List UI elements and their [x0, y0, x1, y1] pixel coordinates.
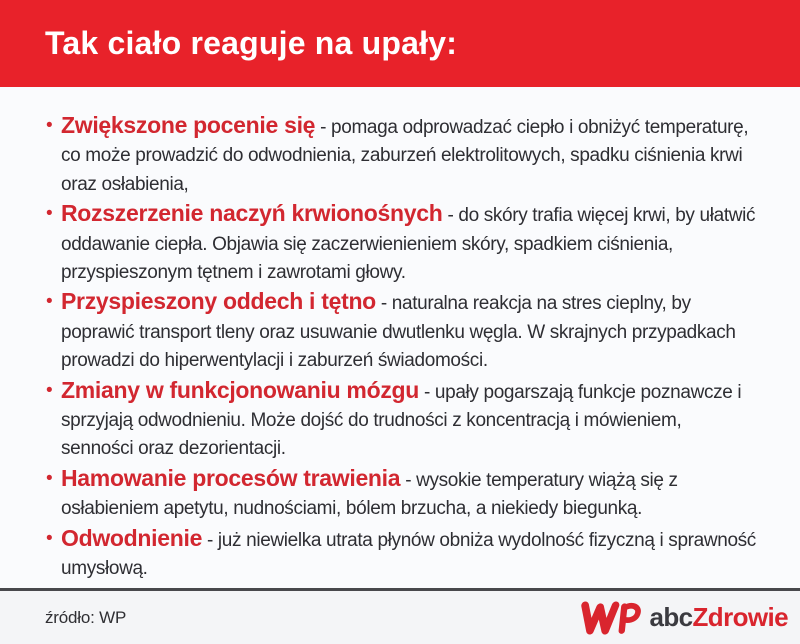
item-text: - wysokie temperatury wiążą się z osłabieniem apetytu, nudnościami, bólem brzucha, a niekiedy biegunką. — [61, 469, 678, 520]
source-label: źródło: WP — [45, 607, 127, 627]
footer-bar — [0, 588, 800, 644]
wp-logo-icon — [577, 596, 643, 640]
bullet-icon: • — [46, 203, 53, 225]
list-item — [45, 464, 758, 524]
item-text: - już niewielka utrata płynów obniża wydolność fizyczną i sprawność umysłową. — [61, 529, 756, 580]
brand-zdrowie: Zdrowie — [692, 602, 788, 632]
list-item — [45, 111, 758, 199]
bullet-icon: • — [46, 115, 53, 136]
bullet-icon: • — [46, 379, 53, 401]
list-item — [45, 376, 758, 464]
page-title: Tak ciało reaguje na upały: — [45, 25, 458, 61]
abczdrowie-logo — [577, 596, 789, 640]
item-text: - upały pogarszają funkcje poznawcze i sprzyjają odwodnieniu. Może dojść do trudności z koncentracją i mówieniem, senności oraz dezorientacji. — [61, 381, 742, 460]
item-lead: Przyspieszony oddech i tętno — [61, 288, 376, 315]
content-area — [0, 87, 800, 588]
item-lead: Zwiększone pocenie się — [61, 112, 316, 138]
list-item — [45, 287, 758, 375]
item-lead: Hamowanie procesów trawienia — [61, 464, 401, 491]
item-lead: Zmiany w funkcjonowaniu mózgu — [61, 376, 420, 403]
bullet-icon: • — [46, 291, 53, 313]
bullet-icon: • — [46, 527, 53, 549]
item-lead: Odwodnienie — [61, 524, 203, 551]
item-text: - pomaga odprowadzać ciepło i obniżyć temperaturę, co może prowadzić do odwodnienia, zaburzeń elektrolitowych, spadku ciśnienia krwi oraz osłabienia, — [61, 117, 749, 195]
item-text: - naturalna reakcja na stres cieplny, by poprawić transport tleny oraz usuwanie dwutlenku węgla. W skrajnych przypadkach prowadzi do hiperwentylacji i zaburzeń świadomości. — [61, 293, 736, 372]
item-lead: Rozszerzenie naczyń krwionośnych — [61, 200, 443, 227]
item-text: - do skóry trafia więcej krwi, by ułatwić oddawanie ciepła. Objawia się zaczerwienieniem skóry, spadkiem ciśnienia, przyspieszonym tętnem i zawrotami głowy. — [61, 205, 756, 284]
bullet-icon: • — [46, 467, 53, 489]
brand-abc: abc — [649, 602, 693, 632]
header-banner — [0, 0, 800, 87]
list-item — [45, 199, 758, 287]
list-item — [45, 524, 758, 584]
symptoms-list — [45, 111, 758, 584]
brand-wordmark — [650, 602, 789, 633]
